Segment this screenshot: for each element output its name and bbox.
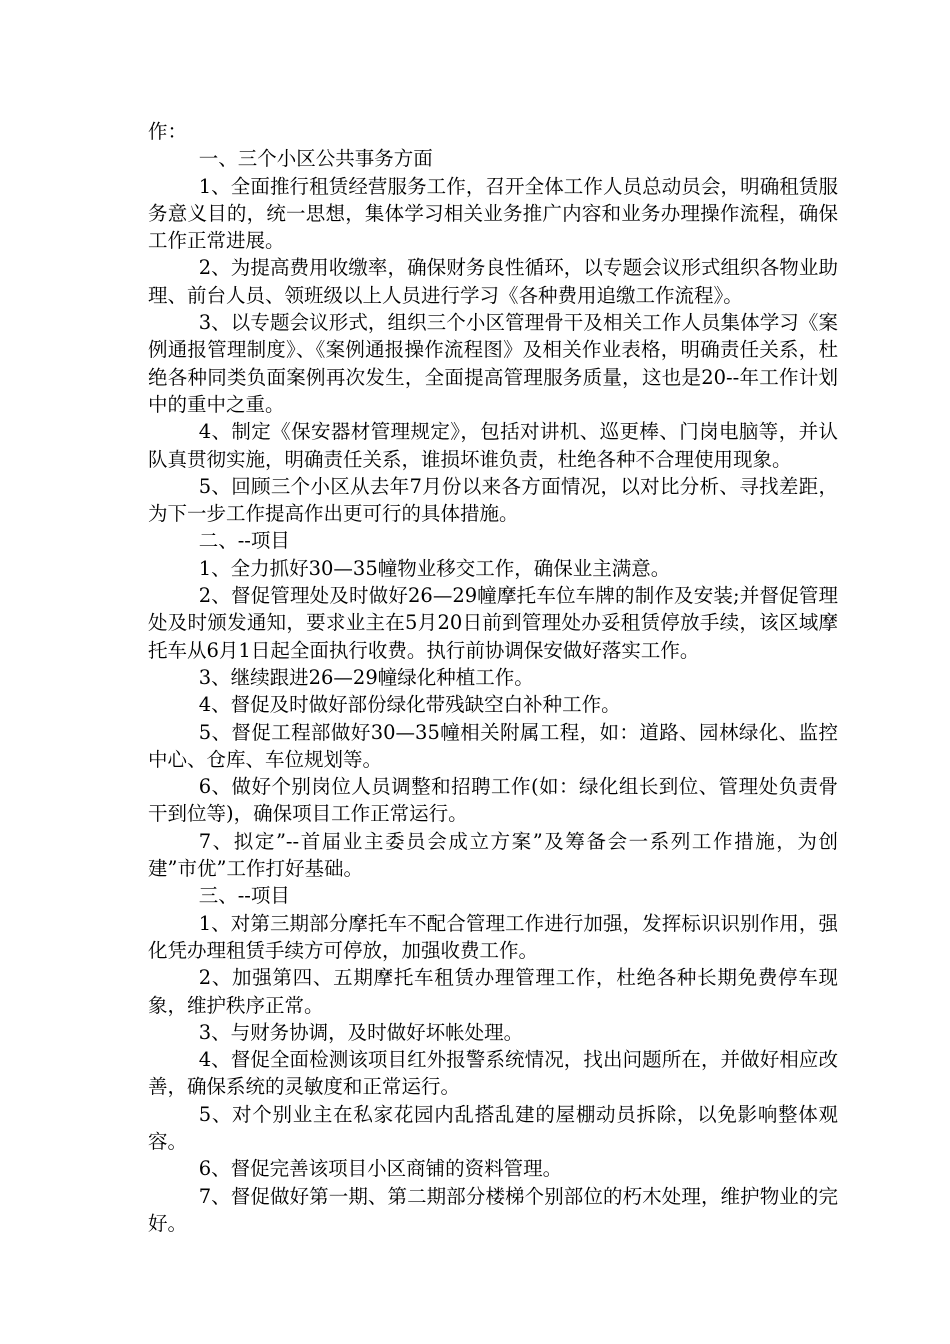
list-item: 6、做好个别岗位人员调整和招聘工作(如：绿化组长到位、管理处负责骨干到位等)，确保项目工作正常运行。 xyxy=(148,775,838,826)
list-item: 1、对第三期部分摩托车不配合管理工作进行加强，发挥标识识别作用，强化凭办理租赁手续方可停放，加强收费工作。 xyxy=(148,911,838,962)
list-item: 1、全面推行租赁经营服务工作，召开全体工作人员总动员会，明确租赁服务意义目的，统一思想，集体学习相关业务推广内容和业务办理操作流程，确保工作正常进展。 xyxy=(148,174,838,253)
list-item: 5、对个别业主在私家花园内乱搭乱建的屋棚动员拆除，以免影响整体观容。 xyxy=(148,1102,838,1153)
list-item: 7、拟定”--首届业主委员会成立方案”及筹备会一系列工作措施，为创建”市优”工作打好基础。 xyxy=(148,829,838,881)
paragraph-continuation: 作： xyxy=(148,120,188,143)
list-item: 3、继续跟进26—29幢绿化种植工作。 xyxy=(198,665,534,689)
document-page xyxy=(148,118,838,1237)
list-item: 2、督促管理处及时做好26—29幢摩托车位车牌的制作及安装;并督促管理处及时颁发通知，要求业主在5月20日前到管理处办妥租赁停放手续，该区域摩托车从6月1日起全面执行收费。执行前协调保安做好落实工作。 xyxy=(148,584,838,662)
list-item: 3、以专题会议形式，组织三个小区管理骨干及相关工作人员集体学习《案例通报管理制度》、《案例通报操作流程图》及相关作业表格，明确责任关系，杜绝各种同类负面案例再次发生，全面提高管理服务质量，这也是20--年工作计划中的重中之重。 xyxy=(148,311,838,416)
list-item: 6、督促完善该项目小区商铺的资料管理。 xyxy=(198,1157,563,1181)
section-heading-1: 一、三个小区公共事务方面 xyxy=(198,147,433,171)
list-item: 1、全力抓好30—35幢物业移交工作，确保业主满意。 xyxy=(198,556,671,580)
section-heading-2: 二、--项目 xyxy=(198,529,290,553)
list-item: 5、督促工程部做好30—35幢相关附属工程，如：道路、园林绿化、监控中心、仓库、车位规划等。 xyxy=(148,720,838,771)
list-item: 5、回顾三个小区从去年7月份以来各方面情况，以对比分析、寻找差距，为下一步工作提高作出更可行的具体措施。 xyxy=(148,474,838,526)
list-item: 2、为提高费用收缴率，确保财务良性循环，以专题会议形式组织各物业助理、前台人员、领班级以上人员进行学习《各种费用追缴工作流程》。 xyxy=(148,256,838,307)
list-item: 4、制定《保安器材管理规定》，包括对讲机、巡更棒、门岗电脑等，并认队真贯彻实施，明确责任关系，谁损坏谁负责，杜绝各种不合理使用现象。 xyxy=(148,420,838,471)
section-heading-3: 三、--项目 xyxy=(198,884,290,908)
list-item: 3、与财务协调，及时做好坏帐处理。 xyxy=(198,1020,524,1044)
list-item: 7、督促做好第一期、第二期部分楼梯个别部位的朽木处理，维护物业的完好。 xyxy=(148,1184,838,1235)
list-item: 4、督促及时做好部份绿化带残缺空白补种工作。 xyxy=(198,693,621,717)
list-item: 4、督促全面检测该项目红外报警系统情况，找出问题所在，并做好相应改善，确保系统的灵敏度和正常运行。 xyxy=(148,1048,838,1099)
list-item: 2、加强第四、五期摩托车租赁办理管理工作，杜绝各种长期免费停车现象，维护秩序正常。 xyxy=(148,966,838,1017)
